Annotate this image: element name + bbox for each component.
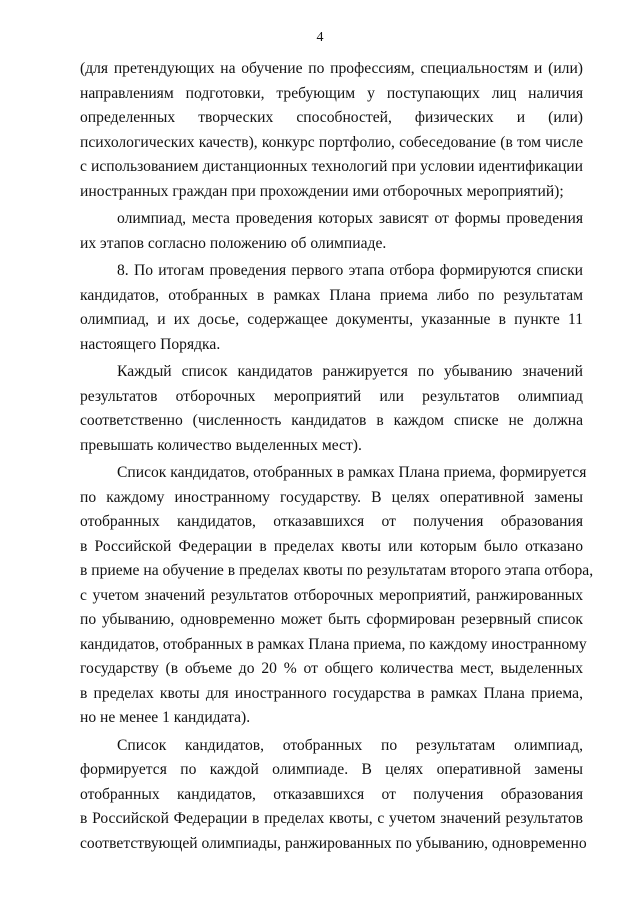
text-line: соответственно (численность кандидатов в каждом списке не должна <box>80 412 583 429</box>
paragraph-ranking <box>80 360 583 458</box>
text-line: в Российской Федерации в пределах квоты или которым было отказано <box>80 537 583 555</box>
text-line: отобранных кандидатов, отказавшихся от получения образования <box>80 785 583 803</box>
document-body <box>80 57 594 856</box>
text-line: результатов отборочных мероприятий или результатов олимпиад <box>80 387 583 405</box>
text-line: Список кандидатов, отобранных по результатам олимпиад, <box>117 736 583 754</box>
paragraph-selection-methods <box>80 57 583 204</box>
text-line: кандидатов, отобранных в рамках Плана приема, по каждому иностранному <box>80 635 587 653</box>
text-line: в приеме на обучение в пределах квоты по результатам второго этапа отбора, <box>80 562 594 579</box>
text-line: с учетом значений результатов отборочных мероприятий, ранжированных <box>80 586 583 604</box>
paragraph-olympiads <box>80 207 583 256</box>
text-line: кандидатов, отобранных в рамках Плана приема либо по результатам <box>80 286 583 304</box>
text-line: в пределах квоты для иностранного государства в рамках Плана приема, <box>80 684 583 702</box>
text-line: Каждый список кандидатов ранжируется по убыванию значений <box>117 363 583 380</box>
text-line: превышать количество выделенных мест). <box>80 436 362 454</box>
text-line: по каждому иностранному государству. В целях оперативной замены <box>80 488 583 506</box>
text-line: настоящего Порядка. <box>80 335 221 353</box>
text-line: 8. По итогам проведения первого этапа отбора формируются списки <box>117 262 583 279</box>
text-line: государству (в объеме до 20 % от общего количества мест, выделенных <box>80 660 583 677</box>
text-line: в Российской Федерации в пределах квоты, с учетом значений результатов <box>80 810 583 827</box>
text-line: олимпиад, места проведения которых зависят от формы проведения <box>117 210 583 227</box>
paragraph-reserve-list-olympiads <box>80 734 587 857</box>
text-line: (для претендующих на обучение по профессиям, специальностям и (или) <box>80 60 583 77</box>
text-line: олимпиад, и их досье, содержащее документы, указанные в пункте 11 <box>80 311 583 328</box>
text-line: иностранных граждан при прохождении ими отборочных мероприятий); <box>80 182 564 200</box>
text-line: психологических качеств), конкурс портфолио, собеседование (в том числе <box>80 133 583 151</box>
text-line: но не менее 1 кандидата). <box>80 709 251 726</box>
text-line: направлениям подготовки, требующим у поступающих лиц наличия <box>80 84 583 102</box>
paragraph-item-8 <box>80 259 583 357</box>
text-line: их этапов согласно положению об олимпиаде. <box>80 234 387 252</box>
text-line: формируется по каждой олимпиаде. В целях оперативной замены <box>80 761 583 778</box>
paragraph-reserve-list-plan <box>80 461 594 731</box>
text-line: отобранных кандидатов, отказавшихся от получения образования <box>80 513 583 530</box>
page-number: 4 <box>316 30 324 45</box>
text-line: Список кандидатов, отобранных в рамках Плана приема, формируется <box>117 464 587 481</box>
text-line: соответствующей олимпиады, ранжированных по убыванию, одновременно <box>80 834 587 852</box>
text-line: с использованием дистанционных технологий при условии идентификации <box>80 158 583 175</box>
text-line: по убыванию, одновременно может быть сформирован резервный список <box>80 611 583 628</box>
text-line: определенных творческих способностей, физических и (или) <box>80 109 583 126</box>
